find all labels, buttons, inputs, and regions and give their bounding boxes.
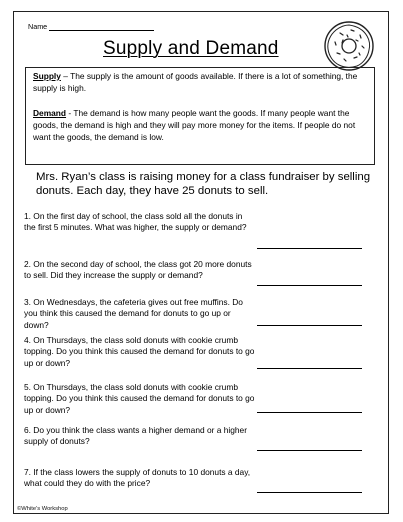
question-4: 4. On Thursdays, the class sold donuts with cookie crumb topping. Do you think this caused the demand for donuts to go up or down? bbox=[24, 335, 255, 368]
answer-line-3[interactable] bbox=[257, 325, 362, 326]
page-title: Supply and Demand bbox=[103, 38, 279, 59]
answer-line-1[interactable] bbox=[257, 248, 362, 249]
supply-definition bbox=[33, 71, 369, 95]
name-input-line[interactable] bbox=[49, 23, 154, 31]
supply-text: – The supply is the amount of goods available. If there is a lot of something, the supply is high. bbox=[33, 71, 358, 93]
definitions-box bbox=[25, 67, 375, 165]
copyright-footer: ©White's Workshop bbox=[17, 506, 68, 512]
question-6: 6. Do you think the class wants a higher demand or a higher supply of donuts? bbox=[24, 425, 247, 447]
supply-term: Supply bbox=[33, 71, 61, 81]
name-row bbox=[28, 22, 154, 31]
answer-line-5[interactable] bbox=[257, 412, 362, 413]
question-1: 1. On the first day of school, the class sold all the donuts in the first 5 minutes. What was higher, the supply or demand? bbox=[24, 211, 247, 233]
donut-icon bbox=[323, 20, 375, 72]
answer-line-2[interactable] bbox=[257, 285, 362, 286]
question-3: 3. On Wednesdays, the cafeteria gives out free muffins. Do you think this caused the demand for donuts to go up or down? bbox=[24, 297, 243, 330]
demand-text: - The demand is how many people want the goods. If many people want the goods, the demand is high and they will pay more money for the items. If people do not want the goods, the demand is low. bbox=[33, 108, 356, 142]
demand-definition bbox=[33, 108, 369, 143]
question-2: 2. On the second day of school, the class got 20 more donuts to sell. Did they increase the supply or demand? bbox=[24, 259, 252, 281]
intro-paragraph: Mrs. Ryan’s class is raising money for a class fundraiser by selling donuts. Each day, they have 25 donuts to sell. bbox=[36, 171, 371, 198]
demand-term: Demand bbox=[33, 108, 67, 118]
question-5: 5. On Thursdays, the class sold donuts with cookie crumb topping. Do you think this caused the demand for donuts to go up or down? bbox=[24, 382, 255, 415]
answer-line-6[interactable] bbox=[257, 450, 362, 451]
name-label: Name bbox=[28, 22, 48, 31]
question-7: 7. If the class lowers the supply of donuts to 10 donuts a day, what could they do with the price? bbox=[24, 467, 251, 489]
answer-line-7[interactable] bbox=[257, 492, 362, 493]
answer-line-4[interactable] bbox=[257, 368, 362, 369]
